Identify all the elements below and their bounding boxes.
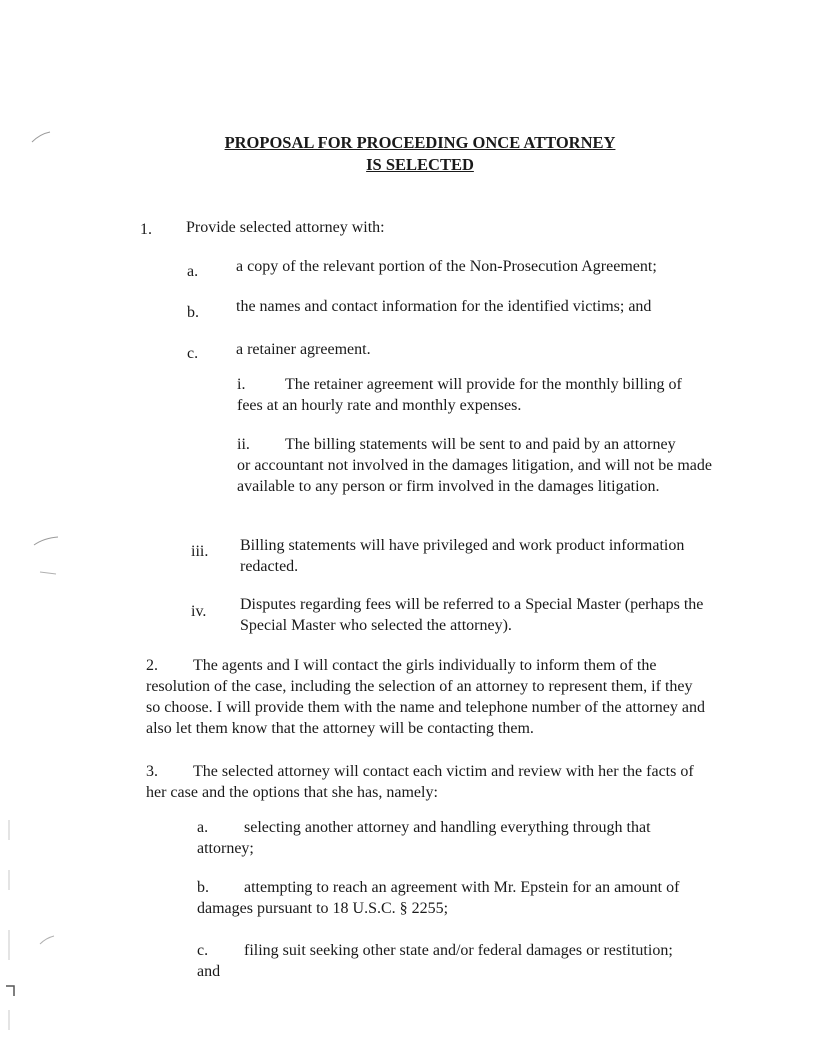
item-3a-text-rest: attorney;: [197, 840, 254, 857]
item-3b-text-rest: damages pursuant to 18 U.S.C. § 2255;: [197, 900, 449, 917]
item-3c-text-rest: and: [197, 963, 221, 980]
item-1-text: Provide selected attorney with:: [186, 219, 385, 236]
item-1-iv-text: Disputes regarding fees will be referred to a Special Master (perhaps the Special Master who selected the attorney).: [240, 596, 704, 634]
item-3c-text-first: filing suit seeking other state and/or federal damages or restitution;: [244, 942, 673, 959]
item-3b-label: b.: [197, 879, 209, 896]
item-1c-ii-label: ii.: [237, 436, 250, 453]
item-3-number: 3.: [146, 763, 158, 780]
item-1-iv-label: iv.: [191, 603, 207, 620]
item-3b-text-first: attempting to reach an agreement with Mr. Epstein for an amount of: [244, 879, 680, 896]
item-1c-i-text-first: The retainer agreement will provide for the monthly billing of: [285, 376, 682, 393]
item-1b-label: b.: [187, 304, 199, 321]
item-1c-label: c.: [187, 345, 199, 362]
item-1c-ii-text-rest: or accountant not involved in the damages litigation, and will not be made available to any person or firm involved in the damages litigation.: [237, 457, 712, 495]
document-title-line-1: PROPOSAL FOR PROCEEDING ONCE ATTORNEY: [224, 133, 616, 152]
item-2-number: 2.: [146, 657, 158, 674]
item-1-number: 1.: [140, 221, 152, 238]
item-1a-label: a.: [187, 263, 199, 280]
item-1c-text: a retainer agreement.: [236, 341, 371, 358]
item-3c-label: c.: [197, 942, 209, 959]
item-3a-label: a.: [197, 819, 209, 836]
document-title-line-2: IS SELECTED: [366, 155, 474, 174]
item-1c-i-text-rest: fees at an hourly rate and monthly expenses.: [237, 397, 522, 414]
item-3-text: The selected attorney will contact each victim and review with her the facts of her case and the options that she has, namely:: [146, 763, 694, 801]
item-1a-text: a copy of the relevant portion of the Non-Prosecution Agreement;: [236, 258, 657, 275]
item-1b-text: the names and contact information for the identified victims; and: [236, 298, 652, 315]
item-2-text: The agents and I will contact the girls individually to inform them of the resolution of the case, including the selection of an attorney to represent them, if they so choose. I will provide them with the name and telephone number of the attorney and also let them know that the attorney will be contacting them.: [146, 657, 705, 737]
item-1c-ii-text-first: The billing statements will be sent to and paid by an attorney: [285, 436, 676, 453]
item-1-iii-label: iii.: [191, 543, 209, 560]
item-3a-text-first: selecting another attorney and handling everything through that: [244, 819, 651, 836]
item-1c-i-label: i.: [237, 376, 246, 393]
item-1-iii-text: Billing statements will have privileged and work product information redacted.: [240, 537, 685, 575]
